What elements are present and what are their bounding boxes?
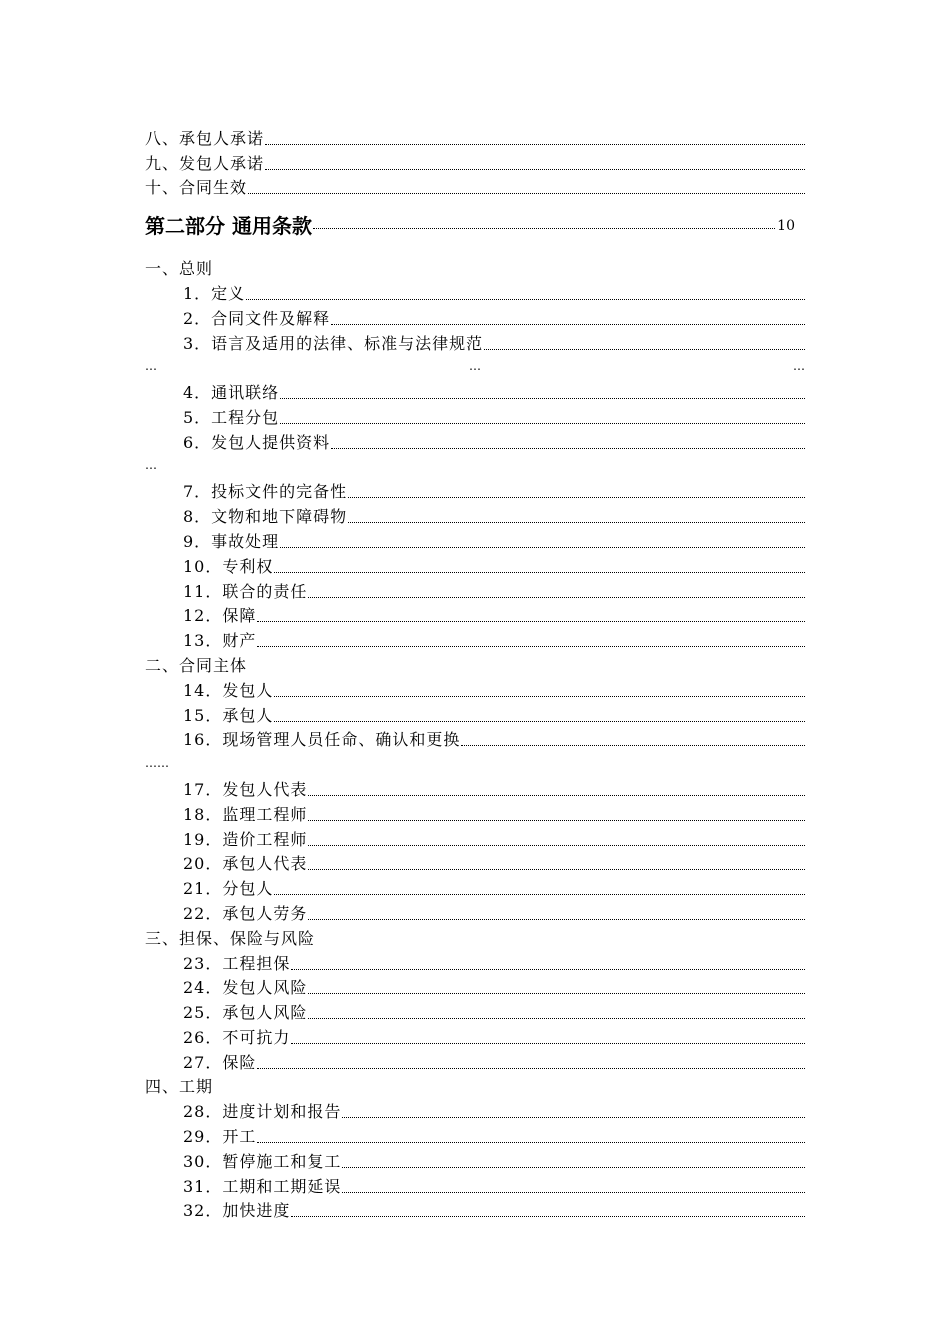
- ellipsis: …: [145, 358, 157, 373]
- toc-entry[interactable]: [145, 329, 805, 354]
- toc-chapter[interactable]: [145, 1073, 805, 1098]
- toc-entry[interactable]: [145, 502, 805, 527]
- toc-entry[interactable]: [145, 124, 805, 149]
- overflow-ellipsis-row: [145, 750, 805, 775]
- toc-entry-label: 31．工期和工期延误: [183, 1176, 342, 1196]
- dot-leader: [274, 893, 805, 895]
- dot-leader: [348, 521, 805, 523]
- dot-leader: [274, 571, 805, 573]
- toc-entry[interactable]: [145, 527, 805, 552]
- chapter-title: 二、合同主体: [145, 655, 248, 675]
- toc-entry-label: 1．定义: [183, 283, 246, 303]
- table-of-contents: [145, 124, 805, 1221]
- toc-entry-label: 18．监理工程师: [183, 804, 308, 824]
- toc-entry[interactable]: [145, 403, 805, 428]
- toc-chapter[interactable]: [145, 924, 805, 949]
- toc-entry[interactable]: [145, 304, 805, 329]
- toc-entry-label: 9．事故处理: [183, 531, 280, 551]
- overflow-ellipsis-row: [145, 354, 805, 379]
- dot-leader: [274, 720, 805, 722]
- dot-leader: [308, 1017, 805, 1019]
- toc-entry[interactable]: [145, 478, 805, 503]
- toc-entry[interactable]: [145, 1197, 805, 1222]
- toc-entry-label: 20．承包人代表: [183, 854, 308, 874]
- dot-leader: [248, 192, 805, 194]
- toc-entry-label: 3．语言及适用的法律、标准与法律规范: [183, 333, 484, 353]
- toc-entry-label: 十、合同生效: [145, 178, 248, 198]
- dot-leader: [308, 844, 805, 846]
- dot-leader: [348, 496, 805, 498]
- toc-entry-label: 21．分包人: [183, 879, 274, 899]
- dot-leader: [246, 298, 805, 300]
- toc-entry-label: 24．发包人风险: [183, 978, 308, 998]
- ellipsis: …: [469, 358, 481, 373]
- toc-entry-label: 4．通讯联络: [183, 383, 280, 403]
- toc-part-heading[interactable]: [145, 206, 805, 246]
- toc-entry[interactable]: [145, 1122, 805, 1147]
- dot-leader: [280, 422, 805, 424]
- toc-entry[interactable]: [145, 825, 805, 850]
- dot-leader: [342, 1191, 805, 1193]
- dot-leader: [257, 620, 805, 622]
- toc-entry[interactable]: [145, 726, 805, 751]
- toc-entry[interactable]: [145, 701, 805, 726]
- toc-entry-label: 30．暂停施工和复工: [183, 1151, 342, 1171]
- toc-entry-label: 5．工程分包: [183, 407, 280, 427]
- toc-entry[interactable]: [145, 1048, 805, 1073]
- dot-leader: [291, 1042, 805, 1044]
- dot-leader: [280, 397, 805, 399]
- toc-entry-label: 八、承包人承诺: [145, 128, 265, 148]
- toc-entry-label: 14．发包人: [183, 680, 274, 700]
- toc-entry-label: 29．开工: [183, 1127, 257, 1147]
- toc-entry-label: 32．加快进度: [183, 1201, 291, 1221]
- dot-leader: [342, 1116, 805, 1118]
- toc-entry[interactable]: [145, 949, 805, 974]
- toc-entry-label: 13．财产: [183, 631, 257, 651]
- toc-entry[interactable]: [145, 1147, 805, 1172]
- part-title: 第二部分 通用条款: [145, 214, 312, 239]
- dot-leader: [484, 348, 805, 350]
- ellipsis: …: [793, 358, 805, 373]
- dot-leader: [257, 645, 805, 647]
- toc-entry[interactable]: [145, 998, 805, 1023]
- toc-entry[interactable]: [145, 775, 805, 800]
- dot-leader: [274, 695, 805, 697]
- toc-entry-label: 11．联合的责任: [183, 581, 308, 601]
- dot-leader: [257, 1141, 805, 1143]
- ellipsis: ……: [145, 755, 169, 770]
- toc-entry[interactable]: [145, 874, 805, 899]
- toc-entry-label: 12．保障: [183, 606, 257, 626]
- dot-leader: [331, 447, 805, 449]
- toc-entry[interactable]: [145, 974, 805, 999]
- overflow-ellipsis-row: [145, 453, 805, 478]
- dot-leader: [291, 1215, 805, 1217]
- dot-leader: [291, 968, 805, 970]
- toc-entry-label: 7．投标文件的完备性: [183, 482, 348, 502]
- toc-entry[interactable]: [145, 279, 805, 304]
- ellipsis: …: [145, 458, 157, 473]
- chapter-title: 三、担保、保险与风险: [145, 928, 316, 948]
- dot-leader: [461, 744, 805, 746]
- toc-entry-label: 23．工程担保: [183, 953, 291, 973]
- dot-leader: [308, 819, 805, 821]
- toc-entry-label: 19．造价工程师: [183, 829, 308, 849]
- chapter-title: 一、总则: [145, 259, 214, 279]
- dot-leader: [313, 227, 775, 229]
- toc-entry-label: 九、发包人承诺: [145, 153, 265, 173]
- toc-entry[interactable]: [145, 676, 805, 701]
- toc-entry[interactable]: [145, 850, 805, 875]
- toc-entry-label: 15．承包人: [183, 705, 274, 725]
- toc-entry[interactable]: [145, 428, 805, 453]
- toc-entry-label: 8．文物和地下障碍物: [183, 507, 348, 527]
- dot-leader: [265, 168, 805, 170]
- toc-entry[interactable]: [145, 800, 805, 825]
- toc-entry[interactable]: [145, 1172, 805, 1197]
- dot-leader: [308, 794, 805, 796]
- dot-leader: [265, 143, 805, 145]
- toc-entry-label: 2．合同文件及解释: [183, 308, 331, 328]
- toc-entry-label: 6．发包人提供资料: [183, 432, 331, 452]
- toc-entry-label: 17．发包人代表: [183, 779, 308, 799]
- dot-leader: [308, 918, 805, 920]
- toc-entry[interactable]: [145, 149, 805, 174]
- toc-entry[interactable]: [145, 378, 805, 403]
- toc-entry-label: 28．进度计划和报告: [183, 1102, 342, 1122]
- toc-entry[interactable]: [145, 626, 805, 651]
- toc-chapter[interactable]: [145, 651, 805, 676]
- toc-entry-label: 25．承包人风险: [183, 1003, 308, 1023]
- toc-entry[interactable]: [145, 577, 805, 602]
- page-number: 10: [777, 218, 795, 235]
- toc-entry[interactable]: [145, 1023, 805, 1048]
- toc-entry[interactable]: [145, 1097, 805, 1122]
- dot-leader: [308, 596, 805, 598]
- dot-leader: [308, 868, 805, 870]
- dot-leader: [280, 546, 805, 548]
- toc-entry-label: 10．专利权: [183, 556, 274, 576]
- toc-entry[interactable]: [145, 602, 805, 627]
- toc-entry[interactable]: [145, 174, 805, 199]
- chapter-title: 四、工期: [145, 1077, 214, 1097]
- dot-leader: [342, 1166, 805, 1168]
- toc-entry-label: 26．不可抗力: [183, 1027, 291, 1047]
- toc-entry-label: 22．承包人劳务: [183, 903, 308, 923]
- toc-entry[interactable]: [145, 899, 805, 924]
- dot-leader: [331, 323, 805, 325]
- toc-entry[interactable]: [145, 552, 805, 577]
- toc-entry-label: 27．保险: [183, 1052, 257, 1072]
- toc-chapter[interactable]: [145, 254, 805, 279]
- dot-leader: [257, 1067, 805, 1069]
- dot-leader: [308, 992, 805, 994]
- toc-entry-label: 16．现场管理人员任命、确认和更换: [183, 730, 461, 750]
